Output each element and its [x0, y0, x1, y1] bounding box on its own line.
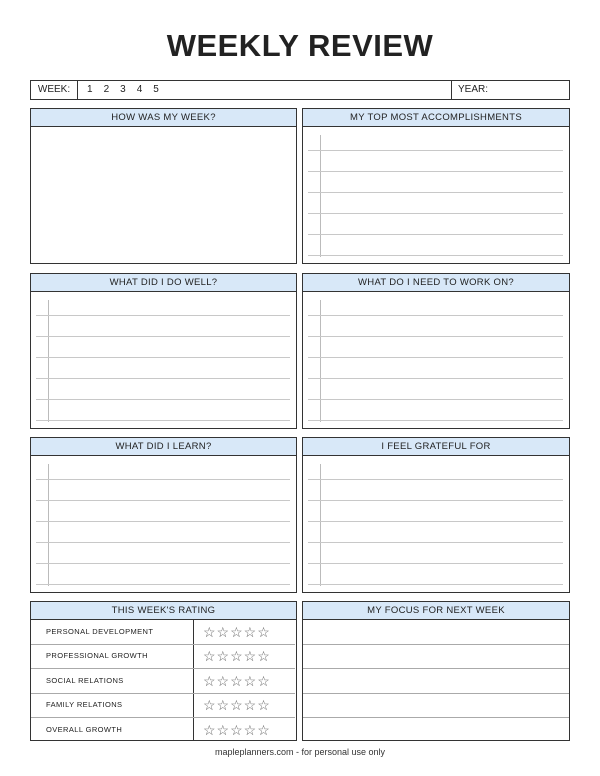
rating-row [31, 718, 295, 741]
margin-line [320, 464, 321, 586]
writing-line [36, 399, 290, 400]
work-on-heading: WHAT DO I NEED TO WORK ON? [303, 274, 569, 292]
page-title: WEEKLY REVIEW [166, 28, 434, 63]
focus-line [303, 717, 569, 718]
writing-line [308, 378, 563, 379]
writing-line [308, 563, 563, 564]
margin-line [320, 135, 321, 257]
grateful-box[interactable] [302, 437, 570, 593]
writing-line [308, 399, 563, 400]
margin-line [48, 300, 49, 422]
rating-row [31, 669, 295, 694]
week-number-5[interactable]: 5 [153, 84, 159, 95]
work-on-lines [303, 292, 569, 428]
rating-label: OVERALL GROWTH [46, 724, 123, 734]
learn-heading: WHAT DID I LEARN? [31, 438, 296, 456]
focus-next-week-box[interactable] [302, 601, 570, 741]
focus-line [303, 693, 569, 694]
week-number-1[interactable]: 1 [87, 84, 93, 95]
rating-label: SOCIAL RELATIONS [46, 675, 124, 685]
do-well-box[interactable] [30, 273, 297, 429]
rating-row [31, 620, 295, 645]
writing-line [36, 378, 290, 379]
writing-line [308, 420, 563, 421]
writing-line [308, 479, 563, 480]
how-was-my-week-box[interactable] [30, 108, 297, 264]
writing-line [36, 357, 290, 358]
star-rating-icon[interactable]: ☆☆☆☆☆ [203, 697, 271, 714]
writing-line [308, 315, 563, 316]
grateful-lines [303, 456, 569, 592]
writing-line [308, 521, 563, 522]
focus-next-week-heading: MY FOCUS FOR NEXT WEEK [303, 602, 569, 620]
writing-line [308, 542, 563, 543]
rating-heading: THIS WEEK'S RATING [31, 602, 296, 620]
week-year-bar [30, 80, 570, 100]
writing-line [308, 213, 563, 214]
writing-line [308, 255, 563, 256]
writing-line [308, 171, 563, 172]
writing-line [36, 584, 290, 585]
week-number-4[interactable]: 4 [136, 84, 143, 95]
writing-line [308, 150, 563, 151]
rating-box [30, 601, 297, 741]
rating-row [31, 644, 295, 669]
rating-label: FAMILY RELATIONS [46, 700, 123, 710]
learn-lines [31, 456, 296, 592]
writing-line [36, 521, 290, 522]
star-rating-icon[interactable]: ☆☆☆☆☆ [203, 672, 271, 689]
how-was-my-week-heading: HOW WAS MY WEEK? [31, 109, 296, 127]
writing-line [308, 336, 563, 337]
star-rating-icon[interactable]: ☆☆☆☆☆ [203, 648, 271, 665]
week-number-3[interactable]: 3 [120, 84, 126, 95]
margin-line [320, 300, 321, 422]
grateful-heading: I FEEL GRATEFUL FOR [303, 438, 569, 456]
writing-line [308, 192, 563, 193]
writing-line [36, 336, 290, 337]
rating-row [31, 693, 295, 718]
work-on-box[interactable] [302, 273, 570, 429]
margin-line [48, 464, 49, 586]
accomplishments-box[interactable] [302, 108, 570, 264]
learn-box[interactable] [30, 437, 297, 593]
week-label: WEEK: [31, 81, 78, 99]
star-rating-icon[interactable]: ☆☆☆☆☆ [203, 721, 271, 738]
accomplishments-heading: MY TOP MOST ACCOMPLISHMENTS [303, 109, 569, 127]
do-well-heading: WHAT DID I DO WELL? [31, 274, 296, 292]
year-field[interactable]: YEAR: [451, 81, 569, 99]
writing-line [36, 315, 290, 316]
footer-note: mapleplanners.com - for personal use only [214, 747, 386, 757]
focus-line [303, 668, 569, 669]
week-number-options [87, 81, 159, 99]
writing-line [36, 542, 290, 543]
rating-label: PERSONAL DEVELOPMENT [46, 627, 154, 636]
writing-line [36, 420, 290, 421]
rating-label: PROFESSIONAL GROWTH [46, 651, 148, 661]
writing-line [308, 584, 563, 585]
writing-line [308, 500, 563, 501]
accomplishments-lines [303, 127, 569, 263]
writing-line [36, 563, 290, 564]
writing-line [308, 234, 563, 235]
writing-line [36, 500, 290, 501]
do-well-lines [31, 292, 296, 428]
writing-line [308, 357, 563, 358]
week-number-2[interactable]: 2 [103, 84, 110, 95]
star-rating-icon[interactable]: ☆☆☆☆☆ [203, 624, 271, 640]
writing-line [36, 479, 290, 480]
rating-rows [31, 620, 296, 740]
focus-line [303, 644, 569, 645]
